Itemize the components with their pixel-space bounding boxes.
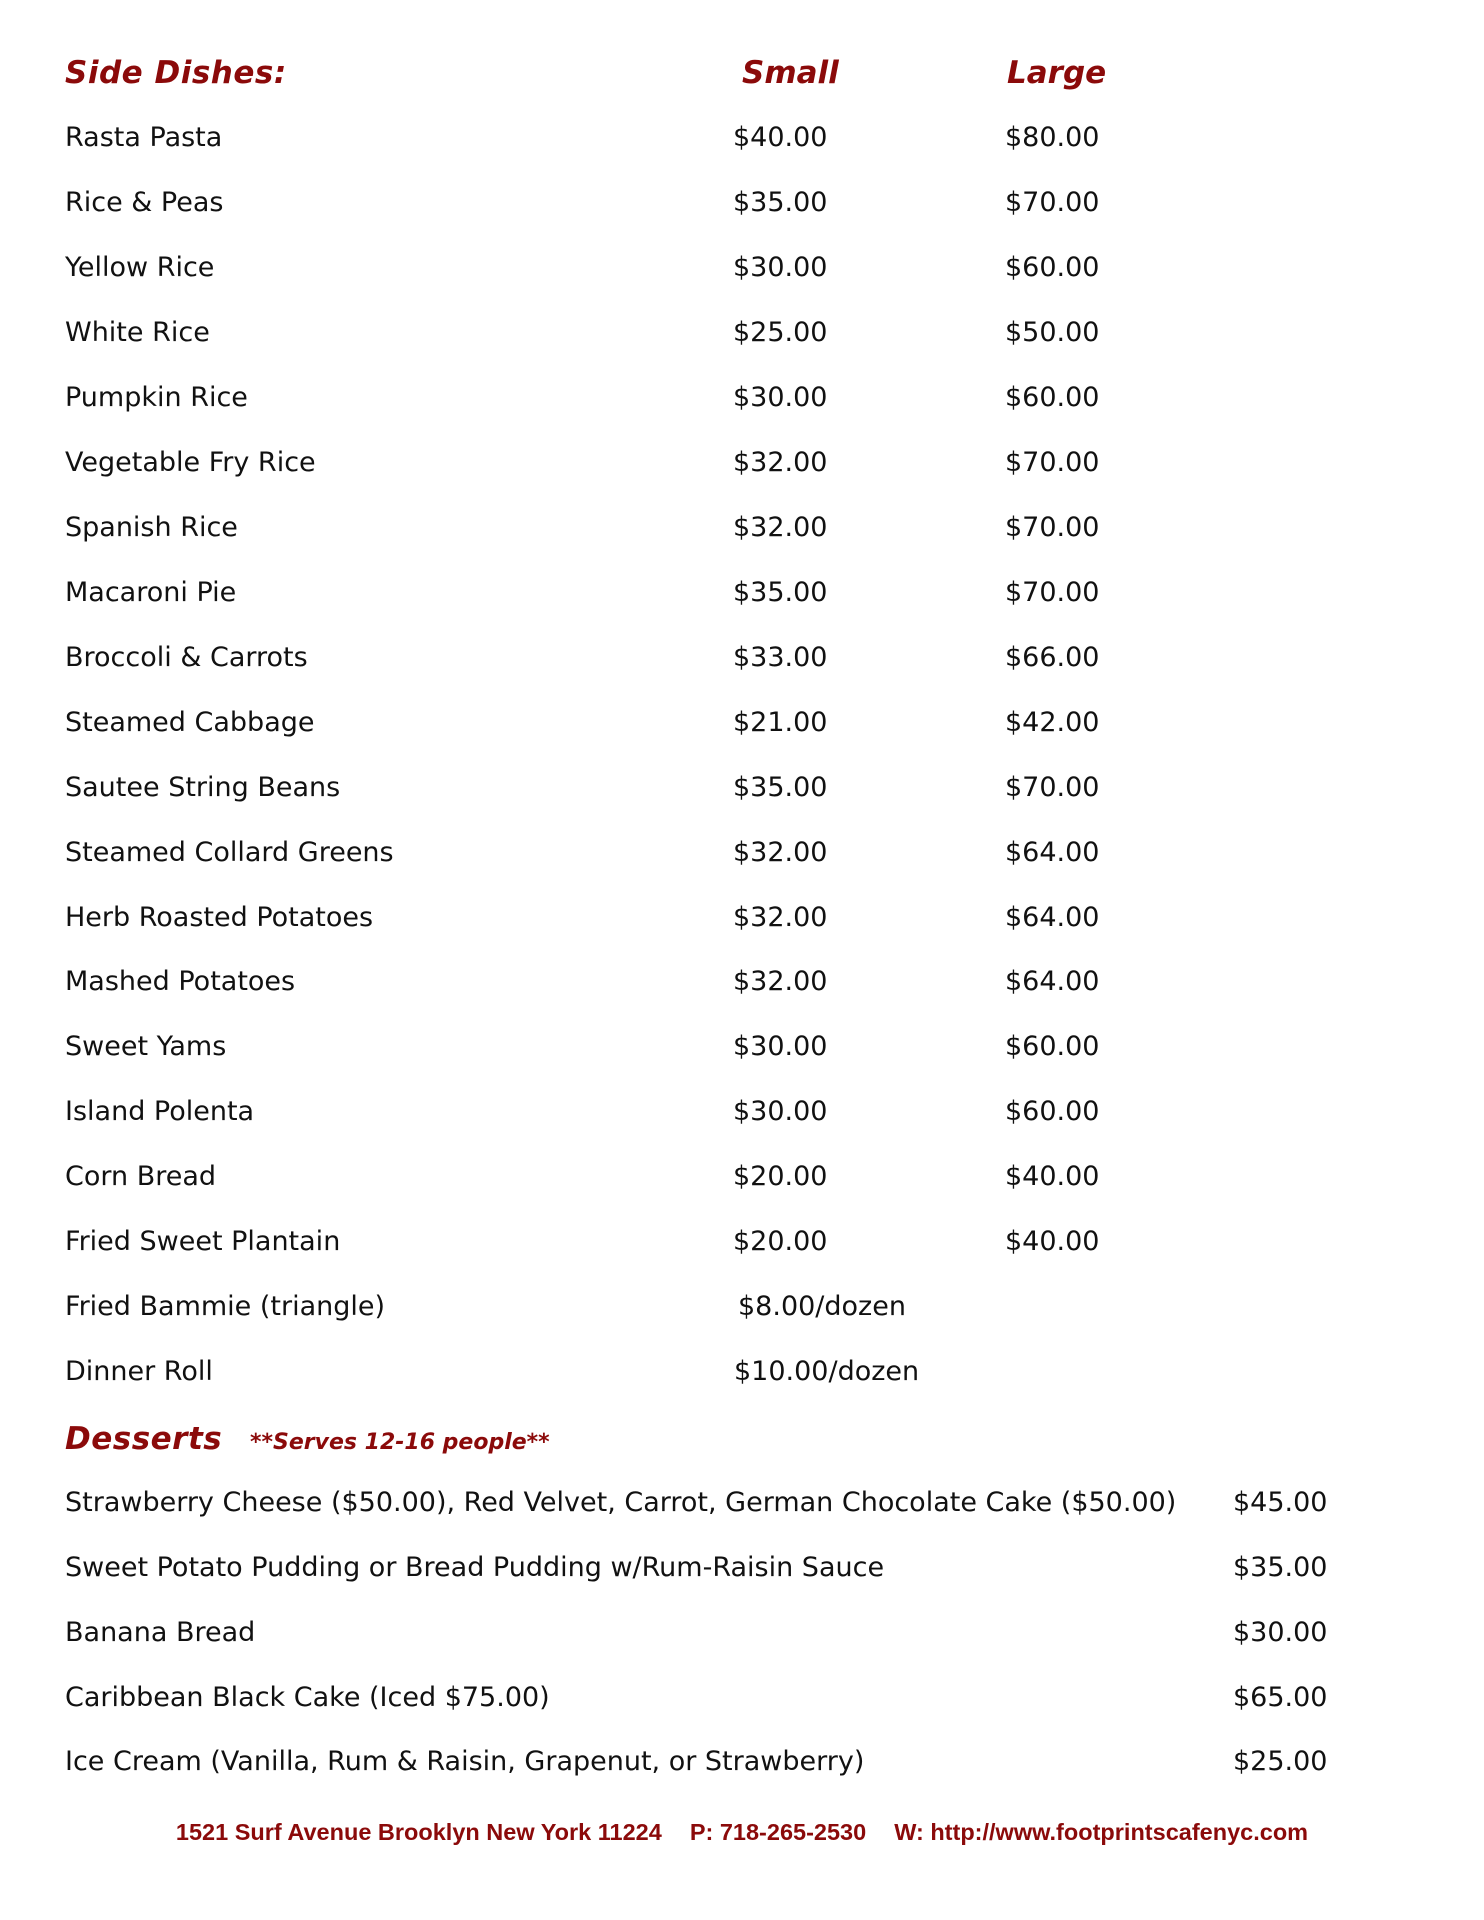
- dessert-name: Banana Bread: [65, 1617, 256, 1648]
- dish-name: Macaroni Pie: [65, 577, 237, 608]
- dish-name: Sautee String Beans: [65, 772, 341, 803]
- side-dish-row: [0, 1226, 1484, 1266]
- dish-name: Spanish Rice: [65, 512, 238, 543]
- dish-large-price: $64.00: [1005, 837, 1100, 868]
- dish-large-price: $64.00: [1005, 902, 1100, 933]
- footer-website-link[interactable]: W: http://www.footprintscafenyc.com: [894, 1819, 1309, 1845]
- dish-small-price: $21.00: [733, 707, 828, 738]
- dish-small-price: $35.00: [733, 187, 828, 218]
- dish-small-price: $40.00: [733, 122, 828, 153]
- dish-name: Dinner Roll: [65, 1356, 213, 1387]
- dish-small-price: $32.00: [733, 837, 828, 868]
- dish-name: Sweet Yams: [65, 1031, 227, 1062]
- dessert-price: $30.00: [1233, 1617, 1328, 1648]
- dish-small-price: $32.00: [733, 902, 828, 933]
- side-dish-row: [0, 252, 1484, 292]
- dessert-name: Sweet Potato Pudding or Bread Pudding w/Rum-Raisin Sauce: [65, 1552, 885, 1583]
- dish-small-price: $30.00: [733, 1031, 828, 1062]
- dish-large-price: $40.00: [1005, 1161, 1100, 1192]
- dish-large-price: $40.00: [1005, 1226, 1100, 1257]
- footer-address: 1521 Surf Avenue Brooklyn New York 11224: [175, 1819, 662, 1845]
- dessert-name: Strawberry Cheese ($50.00), Red Velvet, Carrot, German Chocolate Cake ($50.00): [65, 1487, 1177, 1518]
- side-dish-row: [0, 966, 1484, 1006]
- dish-large-price: $80.00: [1005, 122, 1100, 153]
- dessert-price: $35.00: [1233, 1552, 1328, 1583]
- dessert-row: [0, 1617, 1484, 1657]
- large-column-header: Large: [1007, 55, 1107, 91]
- dish-name: Fried Bammie (triangle): [65, 1291, 386, 1322]
- dish-name: White Rice: [65, 317, 210, 348]
- dish-large-price: $70.00: [1005, 577, 1100, 608]
- dish-name: Corn Bread: [65, 1161, 217, 1192]
- side-dishes-title: Side Dishes:: [65, 55, 287, 91]
- side-dish-row: [0, 1161, 1484, 1201]
- small-column-header: Small: [742, 55, 839, 91]
- dessert-price: $25.00: [1233, 1746, 1328, 1777]
- dish-large-price: $60.00: [1005, 1031, 1100, 1062]
- dessert-price: $65.00: [1233, 1682, 1328, 1713]
- dish-large-price: $66.00: [1005, 642, 1100, 673]
- dish-name: Pumpkin Rice: [65, 382, 248, 413]
- dish-name: Yellow Rice: [65, 252, 215, 283]
- dish-name: Rice & Peas: [65, 187, 224, 218]
- side-dish-row: [0, 187, 1484, 227]
- dozen-item-row: [0, 1356, 1484, 1396]
- dish-large-price: $60.00: [1005, 1096, 1100, 1127]
- side-dish-row: [0, 382, 1484, 422]
- dozen-item-row: [0, 1291, 1484, 1331]
- dish-small-price: $30.00: [733, 382, 828, 413]
- serves-note: **Serves 12-16 people**: [250, 1430, 550, 1455]
- dish-name: Mashed Potatoes: [65, 966, 296, 997]
- side-dish-row: [0, 317, 1484, 357]
- dish-small-price: $30.00: [733, 252, 828, 283]
- dish-name: Steamed Cabbage: [65, 707, 315, 738]
- side-dish-row: [0, 512, 1484, 552]
- dish-small-price: $35.00: [733, 577, 828, 608]
- footer-phone: P: 718-265-2530: [689, 1819, 867, 1845]
- dish-large-price: $50.00: [1005, 317, 1100, 348]
- dish-small-price: $20.00: [733, 1161, 828, 1192]
- dish-small-price: $30.00: [733, 1096, 828, 1127]
- dish-name: Herb Roasted Potatoes: [65, 902, 374, 933]
- footer: [0, 1819, 1484, 1846]
- dish-small-price: $32.00: [733, 966, 828, 997]
- side-dish-row: [0, 577, 1484, 617]
- dozen-price: $10.00/dozen: [734, 1356, 920, 1387]
- dessert-name: Ice Cream (Vanilla, Rum & Raisin, Grapenut, or Strawberry): [65, 1746, 865, 1777]
- side-dish-row: [0, 1096, 1484, 1136]
- dish-large-price: $64.00: [1005, 966, 1100, 997]
- side-dish-row: [0, 642, 1484, 682]
- dish-large-price: $60.00: [1005, 382, 1100, 413]
- dish-small-price: $32.00: [733, 512, 828, 543]
- side-dish-row: [0, 707, 1484, 747]
- dish-large-price: $70.00: [1005, 187, 1100, 218]
- dessert-row: [0, 1552, 1484, 1592]
- dessert-row: [0, 1746, 1484, 1786]
- dozen-price: $8.00/dozen: [738, 1291, 906, 1322]
- dessert-row: [0, 1487, 1484, 1527]
- side-dish-row: [0, 837, 1484, 877]
- dish-small-price: $35.00: [733, 772, 828, 803]
- dish-name: Rasta Pasta: [65, 122, 223, 153]
- dessert-name: Caribbean Black Cake (Iced $75.00): [65, 1682, 550, 1713]
- dish-name: Fried Sweet Plantain: [65, 1226, 341, 1257]
- dish-large-price: $70.00: [1005, 772, 1100, 803]
- dish-small-price: $33.00: [733, 642, 828, 673]
- dish-small-price: $32.00: [733, 447, 828, 478]
- side-dish-row: [0, 122, 1484, 162]
- dish-name: Island Polenta: [65, 1096, 255, 1127]
- dish-name: Steamed Collard Greens: [65, 837, 394, 868]
- dish-small-price: $25.00: [733, 317, 828, 348]
- dish-large-price: $42.00: [1005, 707, 1100, 738]
- dish-large-price: $60.00: [1005, 252, 1100, 283]
- dish-large-price: $70.00: [1005, 512, 1100, 543]
- dessert-row: [0, 1682, 1484, 1722]
- dish-small-price: $20.00: [733, 1226, 828, 1257]
- dish-name: Vegetable Fry Rice: [65, 447, 316, 478]
- desserts-title: Desserts: [65, 1421, 223, 1457]
- dessert-price: $45.00: [1233, 1487, 1328, 1518]
- dish-name: Broccoli & Carrots: [65, 642, 308, 673]
- side-dish-row: [0, 902, 1484, 942]
- side-dish-row: [0, 1031, 1484, 1071]
- side-dish-row: [0, 447, 1484, 487]
- dish-large-price: $70.00: [1005, 447, 1100, 478]
- side-dish-row: [0, 772, 1484, 812]
